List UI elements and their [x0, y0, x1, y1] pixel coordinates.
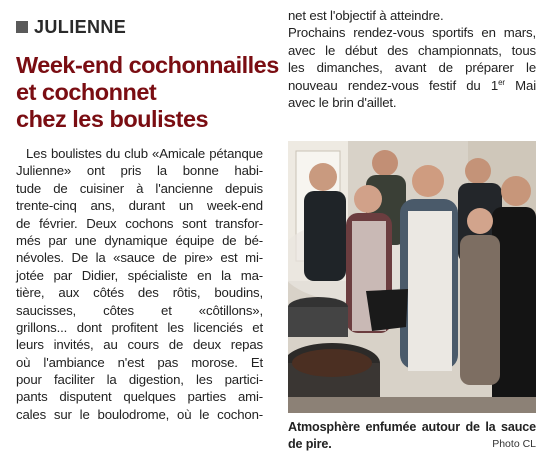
- photo-credit: Photo CL: [492, 438, 536, 450]
- body-line: Prochains rendez-vous sportifs en mars,: [288, 25, 536, 41]
- body-line-with-date: [288, 77, 536, 94]
- rubric-label: JULIENNE: [34, 16, 127, 37]
- article-body-left: [16, 145, 263, 423]
- body-line: trente-cinq ans, durant un week-end: [16, 198, 263, 214]
- body-line: Julienne» ont pris la bonne habi-: [16, 163, 263, 179]
- body-line: avec le brin d'aillet.: [288, 94, 397, 110]
- headline-line: et cochonnet: [16, 79, 157, 105]
- body-line: pour faciliter la digestion, les partici-: [16, 372, 263, 388]
- body-line: les dimanches, avant de préparer le: [288, 60, 536, 76]
- rubric-square-icon: [16, 21, 28, 33]
- body-line: net est l'objectif à atteindre.: [288, 8, 444, 23]
- body-line: où l'ambiance n'est pas morose. Et: [16, 354, 263, 370]
- body-line: jotée par Didier, spécialiste en la ma-: [16, 267, 263, 283]
- headline-line: chez les boulistes: [16, 106, 209, 132]
- right-column-text: [288, 7, 536, 111]
- body-line: tude de cuisiner à l'ancienne depuis: [16, 180, 263, 196]
- body-line-text: nouveau rendez-vous festif du 1: [288, 77, 499, 93]
- article-photo: [288, 141, 536, 413]
- body-line-tail: Mai: [504, 77, 536, 93]
- body-line: leurs invités, au cours de deux repas: [16, 337, 263, 353]
- body-line: tière, aux côtés des rôtis, boudins,: [16, 285, 263, 301]
- body-line: saucisses, côtes et «côtillons»,: [16, 302, 263, 318]
- article-headline: [16, 52, 279, 133]
- ordinal-superscript: er: [498, 77, 505, 87]
- body-line: Les boulistes du club «Amicale pétanque: [26, 146, 263, 161]
- caption-line: de pire.: [288, 437, 332, 451]
- caption-line: Atmosphère enfumée autour de la sauce: [288, 420, 536, 434]
- body-line: cales sur le boulodrome, où le cochon-: [16, 406, 263, 422]
- body-line: més par une dynamique équipe de bé-: [16, 232, 263, 248]
- body-line: de février. Deux cochons sont transfor-: [16, 215, 263, 231]
- headline-line: Week-end cochonnailles: [16, 52, 279, 78]
- body-line: grillons... dont profitent les licenciés et: [16, 319, 263, 335]
- body-line: pants disputent quelques parties ami-: [16, 389, 263, 405]
- body-line: névoles. De la «sauce de pire» est mi-: [16, 250, 263, 266]
- section-rubric: [16, 16, 263, 38]
- left-column: [16, 16, 279, 423]
- body-line: avec le début des championnats, tous: [288, 42, 536, 58]
- group-photo-illustration: [288, 141, 536, 413]
